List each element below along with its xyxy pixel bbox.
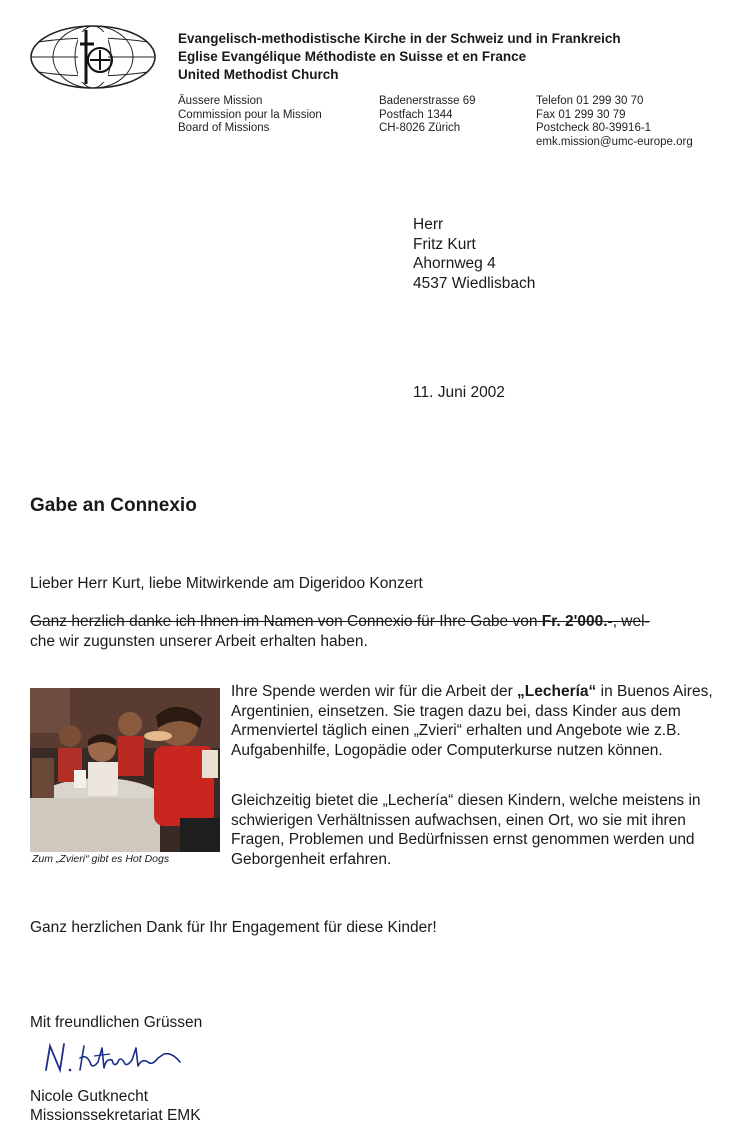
department-fr: Commission pour la Mission — [178, 108, 322, 121]
paragraph-shelter: Gleichzeitig bietet die „Lechería“ diesen Kindern, welche meistens in schwierigen Verhältnissen aufwachsen, einen Ort, wo sie mit ihren Fragen, Problemen und Bedürfnissen ernst genommen werden und Geborgenheit erfahren. — [231, 792, 701, 868]
paragraph-thanks-gift — [30, 612, 710, 651]
signer-title: Missionssekretariat EMK — [30, 1107, 201, 1124]
church-logo — [28, 22, 158, 92]
para1-line1-end: , wel- — [612, 613, 650, 630]
children-photo — [30, 688, 220, 852]
para2-rest: in Buenos Aires, Argentinien, einsetzen. Sie tragen dazu bei, dass Kinder aus dem Armenviertel täglich einen „Zvieri“ erhalten und Angebote wie z.B. Aufgabenhilfe, Logopädie oder Computerkurse nutzen können. — [231, 683, 713, 759]
recipient-name: Fritz Kurt — [413, 235, 476, 253]
org-name-de: Evangelisch-methodistische Kirche in der Schweiz und in Frankreich — [178, 31, 621, 46]
postbox: Postfach 1344 — [379, 108, 453, 121]
gift-amount: Fr. 2'000.- — [541, 613, 613, 630]
closing: Mit freundlichen Grüssen — [30, 1014, 203, 1031]
thanks-line: Ganz herzlichen Dank für Ihr Engagement für diese Kinder! — [30, 919, 437, 936]
letter-subject: Gabe an Connexio — [30, 495, 197, 516]
recipient-street: Ahornweg 4 — [413, 255, 496, 272]
fax: Fax 01 299 30 79 — [536, 108, 626, 121]
phone: Telefon 01 299 30 70 — [536, 95, 644, 107]
header-contact — [536, 95, 693, 149]
recipient-address — [413, 215, 535, 293]
department-en: Board of Missions — [178, 122, 270, 134]
para1-line1-start: Ganz herzlich danke ich Ihnen im Namen von Connexio für Ihre Gabe von — [30, 613, 542, 630]
recipient-city: 4537 Wiedlisbach — [413, 274, 536, 292]
header-address — [379, 95, 476, 136]
postal-city: CH-8026 Zürich — [379, 122, 461, 134]
photo-caption: Zum „Zvieri“ gibt es Hot Dogs — [32, 853, 170, 865]
department-de: Äussere Mission — [178, 95, 263, 107]
greeting: Lieber Herr Kurt, liebe Mitwirkende am Digeridoo Konzert — [30, 575, 423, 592]
postcheck: Postcheck 80-39916-1 — [536, 122, 652, 134]
signer-name: Nicole Gutknecht — [30, 1088, 149, 1105]
header-department — [178, 95, 322, 136]
lecheria-name: „Lechería“ — [517, 683, 597, 700]
para2-start: Ihre Spende werden wir für die Arbeit der — [231, 683, 518, 700]
email: emk.mission@umc-europe.org — [536, 135, 693, 148]
org-name-en: United Methodist Church — [178, 67, 339, 82]
letter-date: 11. Juni 2002 — [413, 384, 505, 401]
handwritten-signature — [40, 1040, 190, 1080]
para1-line2: che wir zugunsten unserer Arbeit erhalten haben. — [30, 632, 368, 650]
street: Badenerstrasse 69 — [379, 95, 476, 107]
org-name-fr: Eglise Evangélique Méthodiste en Suisse et en France — [178, 49, 527, 64]
recipient-salutation: Herr — [413, 216, 444, 233]
paragraph-lecheria — [231, 682, 716, 760]
